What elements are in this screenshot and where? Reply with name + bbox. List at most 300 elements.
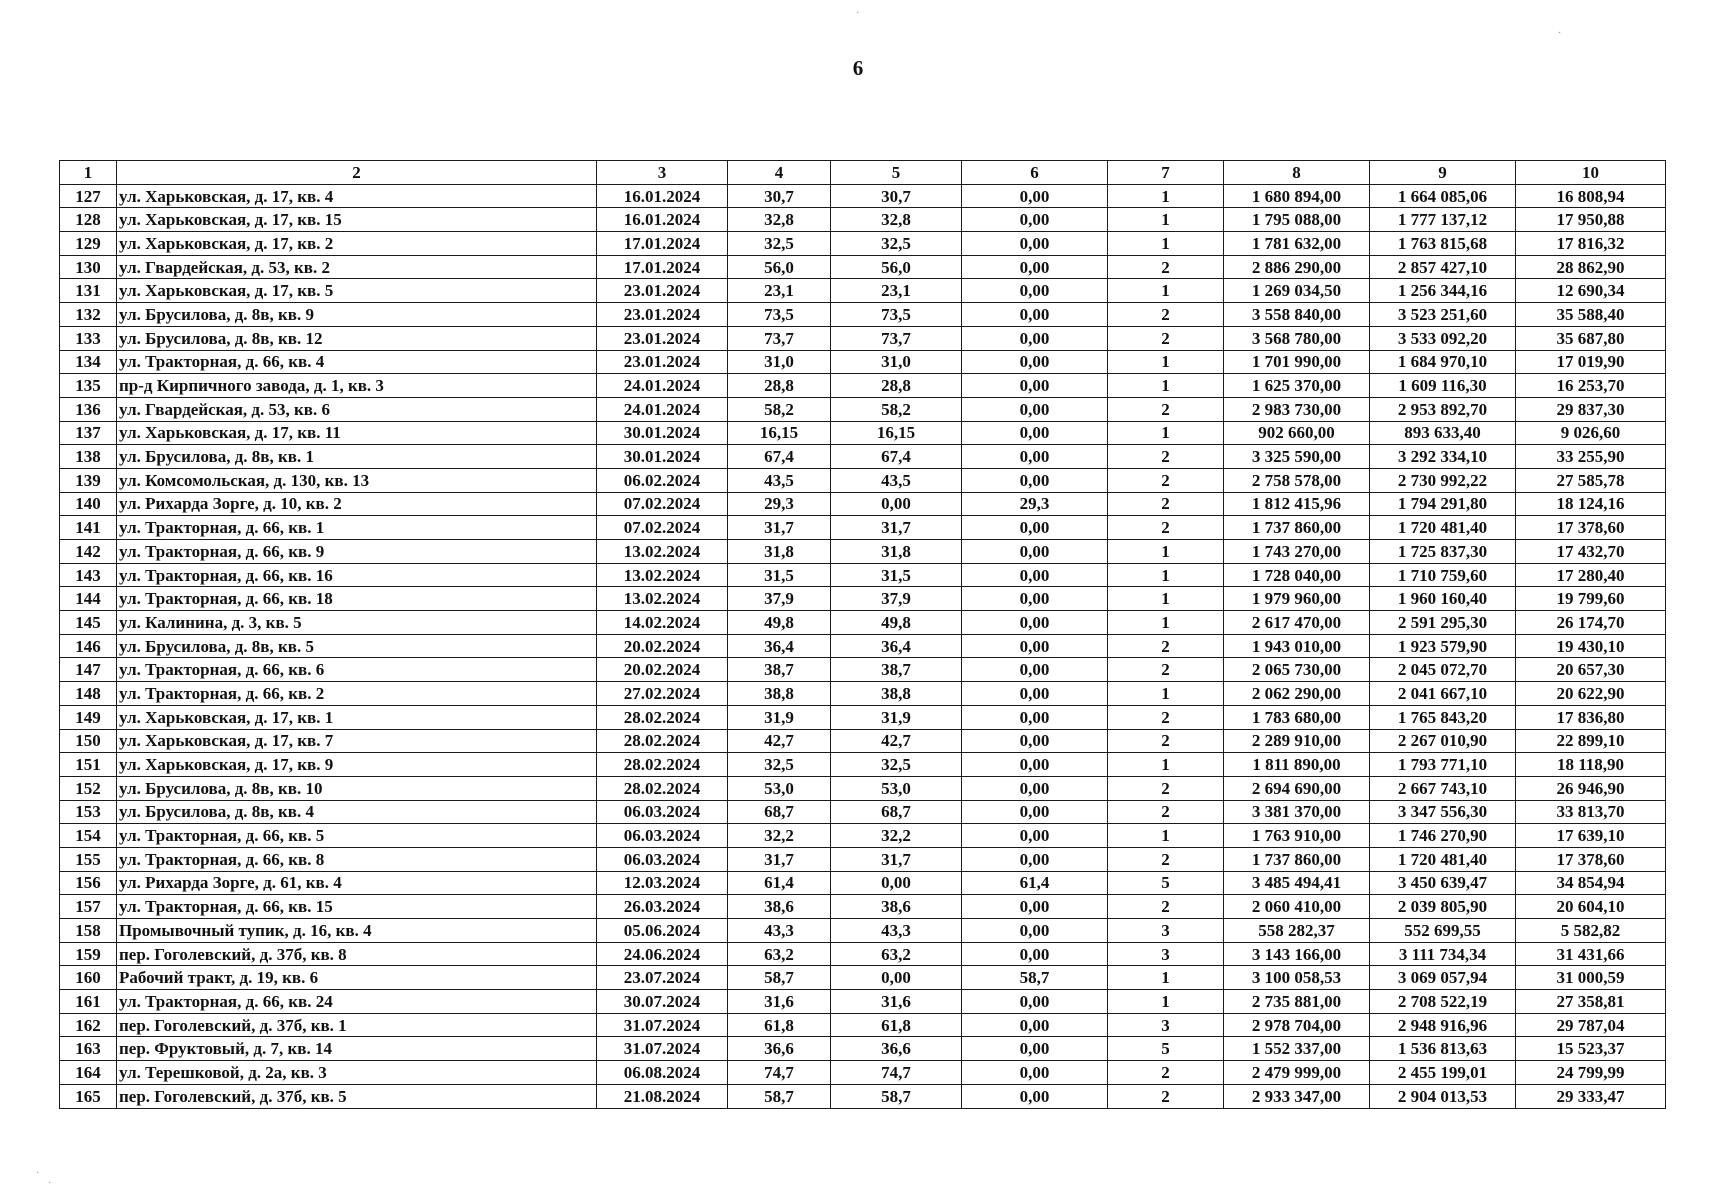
rooms-cell: 2	[1108, 492, 1224, 516]
total-area-cell: 32,5	[728, 232, 831, 256]
area-col-6-cell: 0,00	[962, 919, 1108, 943]
amount-col-10-cell: 16 253,70	[1516, 374, 1666, 398]
area-col-6-cell: 0,00	[962, 682, 1108, 706]
amount-col-10-cell: 35 687,80	[1516, 326, 1666, 350]
address-cell: пер. Фруктовый, д. 7, кв. 14	[117, 1037, 597, 1061]
row-number-cell: 129	[60, 232, 117, 256]
amount-col-9-cell: 1 725 837,30	[1370, 540, 1516, 564]
amount-col-10-cell: 28 862,90	[1516, 255, 1666, 279]
area-col-5-cell: 31,7	[831, 516, 962, 540]
area-col-6-cell: 0,00	[962, 1061, 1108, 1085]
area-col-5-cell: 31,7	[831, 847, 962, 871]
table-row	[60, 611, 1666, 635]
date-cell: 12.03.2024	[597, 871, 728, 895]
amount-col-8-cell: 1 783 680,00	[1224, 705, 1370, 729]
total-area-cell: 53,0	[728, 776, 831, 800]
total-area-cell: 31,6	[728, 990, 831, 1014]
amount-col-8-cell: 3 568 780,00	[1224, 326, 1370, 350]
table-row	[60, 468, 1666, 492]
amount-col-8-cell: 3 381 370,00	[1224, 800, 1370, 824]
amount-col-9-cell: 3 069 057,94	[1370, 966, 1516, 990]
total-area-cell: 73,7	[728, 326, 831, 350]
row-number-cell: 136	[60, 397, 117, 421]
total-area-cell: 31,7	[728, 847, 831, 871]
address-cell: ул. Тракторная, д. 66, кв. 15	[117, 895, 597, 919]
amount-col-8-cell: 1 728 040,00	[1224, 563, 1370, 587]
date-cell: 23.01.2024	[597, 326, 728, 350]
amount-col-8-cell: 1 737 860,00	[1224, 516, 1370, 540]
amount-col-10-cell: 26 946,90	[1516, 776, 1666, 800]
address-cell: ул. Тракторная, д. 66, кв. 18	[117, 587, 597, 611]
address-cell: ул. Харьковская, д. 17, кв. 15	[117, 208, 597, 232]
area-col-6-cell: 0,00	[962, 800, 1108, 824]
area-col-5-cell: 36,4	[831, 634, 962, 658]
area-col-6-cell: 0,00	[962, 326, 1108, 350]
area-col-6-cell: 0,00	[962, 279, 1108, 303]
amount-col-10-cell: 33 255,90	[1516, 445, 1666, 469]
page-number: 6	[852, 56, 864, 80]
table-row	[60, 516, 1666, 540]
area-col-5-cell: 0,00	[831, 966, 962, 990]
amount-col-10-cell: 17 019,90	[1516, 350, 1666, 374]
table-row	[60, 682, 1666, 706]
amount-col-9-cell: 2 455 199,01	[1370, 1061, 1516, 1085]
area-col-6-cell: 0,00	[962, 255, 1108, 279]
rooms-cell: 2	[1108, 847, 1224, 871]
row-number-cell: 145	[60, 611, 117, 635]
rooms-cell: 2	[1108, 658, 1224, 682]
table-row	[60, 847, 1666, 871]
col-header-10: 10	[1516, 161, 1666, 185]
amount-col-8-cell: 3 558 840,00	[1224, 303, 1370, 327]
amount-col-10-cell: 18 124,16	[1516, 492, 1666, 516]
amount-col-10-cell: 17 378,60	[1516, 516, 1666, 540]
row-number-cell: 133	[60, 326, 117, 350]
col-header-7: 7	[1108, 161, 1224, 185]
date-cell: 28.02.2024	[597, 776, 728, 800]
amount-col-8-cell: 1 979 960,00	[1224, 587, 1370, 611]
area-col-6-cell: 0,00	[962, 208, 1108, 232]
table-row	[60, 658, 1666, 682]
address-cell: ул. Тракторная, д. 66, кв. 9	[117, 540, 597, 564]
total-area-cell: 58,7	[728, 966, 831, 990]
table-row	[60, 919, 1666, 943]
table-row	[60, 895, 1666, 919]
area-col-5-cell: 68,7	[831, 800, 962, 824]
table-row	[60, 279, 1666, 303]
amount-col-8-cell: 1 743 270,00	[1224, 540, 1370, 564]
area-col-5-cell: 67,4	[831, 445, 962, 469]
amount-col-8-cell: 1 812 415,96	[1224, 492, 1370, 516]
amount-col-10-cell: 20 657,30	[1516, 658, 1666, 682]
date-cell: 31.07.2024	[597, 1013, 728, 1037]
date-cell: 28.02.2024	[597, 753, 728, 777]
address-cell: ул. Тракторная, д. 66, кв. 16	[117, 563, 597, 587]
amount-col-9-cell: 3 523 251,60	[1370, 303, 1516, 327]
total-area-cell: 31,8	[728, 540, 831, 564]
date-cell: 06.08.2024	[597, 1061, 728, 1085]
row-number-cell: 155	[60, 847, 117, 871]
amount-col-10-cell: 24 799,99	[1516, 1061, 1666, 1085]
amount-col-10-cell: 22 899,10	[1516, 729, 1666, 753]
table-row	[60, 540, 1666, 564]
date-cell: 28.02.2024	[597, 705, 728, 729]
col-header-1: 1	[60, 161, 117, 185]
total-area-cell: 61,4	[728, 871, 831, 895]
address-cell: ул. Тракторная, д. 66, кв. 8	[117, 847, 597, 871]
address-cell: ул. Брусилова, д. 8в, кв. 1	[117, 445, 597, 469]
row-number-cell: 138	[60, 445, 117, 469]
area-col-5-cell: 53,0	[831, 776, 962, 800]
area-col-6-cell: 58,7	[962, 966, 1108, 990]
row-number-cell: 163	[60, 1037, 117, 1061]
row-number-cell: 148	[60, 682, 117, 706]
area-col-6-cell: 0,00	[962, 232, 1108, 256]
address-cell: ул. Харьковская, д. 17, кв. 4	[117, 184, 597, 208]
rooms-cell: 5	[1108, 1037, 1224, 1061]
address-cell: ул. Тракторная, д. 66, кв. 4	[117, 350, 597, 374]
area-col-6-cell: 61,4	[962, 871, 1108, 895]
amount-col-9-cell: 3 111 734,34	[1370, 942, 1516, 966]
amount-col-8-cell: 2 065 730,00	[1224, 658, 1370, 682]
area-col-5-cell: 28,8	[831, 374, 962, 398]
address-cell: ул. Тракторная, д. 66, кв. 1	[117, 516, 597, 540]
col-header-9: 9	[1370, 161, 1516, 185]
date-cell: 23.01.2024	[597, 350, 728, 374]
amount-col-9-cell: 3 347 556,30	[1370, 800, 1516, 824]
table-row	[60, 1037, 1666, 1061]
row-number-cell: 162	[60, 1013, 117, 1037]
amount-col-10-cell: 33 813,70	[1516, 800, 1666, 824]
area-col-5-cell: 63,2	[831, 942, 962, 966]
area-col-5-cell: 16,15	[831, 421, 962, 445]
rooms-cell: 1	[1108, 421, 1224, 445]
area-col-6-cell: 0,00	[962, 776, 1108, 800]
area-col-6-cell: 0,00	[962, 895, 1108, 919]
address-cell: Промывочный тупик, д. 16, кв. 4	[117, 919, 597, 943]
rooms-cell: 2	[1108, 255, 1224, 279]
area-col-5-cell: 38,8	[831, 682, 962, 706]
total-area-cell: 36,4	[728, 634, 831, 658]
address-cell: ул. Рихарда Зорге, д. 10, кв. 2	[117, 492, 597, 516]
amount-col-9-cell: 2 041 667,10	[1370, 682, 1516, 706]
col-header-8: 8	[1224, 161, 1370, 185]
amount-col-9-cell: 1 765 843,20	[1370, 705, 1516, 729]
amount-col-9-cell: 2 953 892,70	[1370, 397, 1516, 421]
date-cell: 24.06.2024	[597, 942, 728, 966]
amount-col-9-cell: 1 777 137,12	[1370, 208, 1516, 232]
date-cell: 23.01.2024	[597, 279, 728, 303]
amount-col-10-cell: 16 808,94	[1516, 184, 1666, 208]
amount-col-8-cell: 2 758 578,00	[1224, 468, 1370, 492]
total-area-cell: 43,3	[728, 919, 831, 943]
address-cell: ул. Харьковская, д. 17, кв. 2	[117, 232, 597, 256]
date-cell: 31.07.2024	[597, 1037, 728, 1061]
total-area-cell: 23,1	[728, 279, 831, 303]
amount-col-9-cell: 3 450 639,47	[1370, 871, 1516, 895]
amount-col-10-cell: 17 378,60	[1516, 847, 1666, 871]
date-cell: 07.02.2024	[597, 516, 728, 540]
amount-col-10-cell: 19 799,60	[1516, 587, 1666, 611]
table-row	[60, 824, 1666, 848]
date-cell: 16.01.2024	[597, 208, 728, 232]
area-col-5-cell: 36,6	[831, 1037, 962, 1061]
area-col-5-cell: 49,8	[831, 611, 962, 635]
rooms-cell: 5	[1108, 871, 1224, 895]
area-col-6-cell: 0,00	[962, 942, 1108, 966]
total-area-cell: 32,2	[728, 824, 831, 848]
table-row	[60, 208, 1666, 232]
amount-col-10-cell: 20 604,10	[1516, 895, 1666, 919]
date-cell: 23.01.2024	[597, 303, 728, 327]
date-cell: 23.07.2024	[597, 966, 728, 990]
row-number-cell: 165	[60, 1084, 117, 1108]
amount-col-10-cell: 15 523,37	[1516, 1037, 1666, 1061]
amount-col-8-cell: 2 933 347,00	[1224, 1084, 1370, 1108]
row-number-cell: 140	[60, 492, 117, 516]
date-cell: 06.03.2024	[597, 847, 728, 871]
row-number-cell: 159	[60, 942, 117, 966]
area-col-5-cell: 31,9	[831, 705, 962, 729]
amount-col-8-cell: 3 143 166,00	[1224, 942, 1370, 966]
rooms-cell: 1	[1108, 753, 1224, 777]
address-cell: ул. Тракторная, д. 66, кв. 5	[117, 824, 597, 848]
amount-col-9-cell: 2 948 916,96	[1370, 1013, 1516, 1037]
date-cell: 27.02.2024	[597, 682, 728, 706]
header-row	[60, 161, 1666, 185]
area-col-6-cell: 0,00	[962, 563, 1108, 587]
row-number-cell: 127	[60, 184, 117, 208]
area-col-6-cell: 0,00	[962, 350, 1108, 374]
registry-body	[60, 184, 1666, 1108]
amount-col-10-cell: 17 639,10	[1516, 824, 1666, 848]
total-area-cell: 74,7	[728, 1061, 831, 1085]
rooms-cell: 1	[1108, 350, 1224, 374]
total-area-cell: 31,7	[728, 516, 831, 540]
total-area-cell: 67,4	[728, 445, 831, 469]
date-cell: 24.01.2024	[597, 374, 728, 398]
area-col-6-cell: 0,00	[962, 847, 1108, 871]
table-row	[60, 350, 1666, 374]
address-cell: ул. Тракторная, д. 66, кв. 2	[117, 682, 597, 706]
area-col-6-cell: 0,00	[962, 1037, 1108, 1061]
address-cell: ул. Брусилова, д. 8в, кв. 4	[117, 800, 597, 824]
amount-col-9-cell: 2 730 992,22	[1370, 468, 1516, 492]
table-row	[60, 563, 1666, 587]
address-cell: ул. Брусилова, д. 8в, кв. 9	[117, 303, 597, 327]
amount-col-10-cell: 31 000,59	[1516, 966, 1666, 990]
table-row	[60, 397, 1666, 421]
amount-col-8-cell: 2 978 704,00	[1224, 1013, 1370, 1037]
area-col-6-cell: 0,00	[962, 658, 1108, 682]
date-cell: 20.02.2024	[597, 658, 728, 682]
table-row	[60, 990, 1666, 1014]
rooms-cell: 1	[1108, 563, 1224, 587]
amount-col-10-cell: 19 430,10	[1516, 634, 1666, 658]
area-col-6-cell: 0,00	[962, 824, 1108, 848]
amount-col-8-cell: 1 763 910,00	[1224, 824, 1370, 848]
total-area-cell: 38,8	[728, 682, 831, 706]
date-cell: 16.01.2024	[597, 184, 728, 208]
table-row	[60, 634, 1666, 658]
table-row	[60, 966, 1666, 990]
address-cell: ул. Харьковская, д. 17, кв. 11	[117, 421, 597, 445]
amount-col-10-cell: 17 280,40	[1516, 563, 1666, 587]
amount-col-8-cell: 2 479 999,00	[1224, 1061, 1370, 1085]
registry-table	[59, 160, 1666, 1109]
address-cell: ул. Брусилова, д. 8в, кв. 5	[117, 634, 597, 658]
row-number-cell: 130	[60, 255, 117, 279]
row-number-cell: 144	[60, 587, 117, 611]
row-number-cell: 143	[60, 563, 117, 587]
col-header-5: 5	[831, 161, 962, 185]
amount-col-9-cell: 2 708 522,19	[1370, 990, 1516, 1014]
date-cell: 28.02.2024	[597, 729, 728, 753]
area-col-5-cell: 73,7	[831, 326, 962, 350]
date-cell: 13.02.2024	[597, 587, 728, 611]
rooms-cell: 2	[1108, 729, 1224, 753]
address-cell: пер. Гоголевский, д. 37б, кв. 1	[117, 1013, 597, 1037]
amount-col-8-cell: 2 617 470,00	[1224, 611, 1370, 635]
area-col-5-cell: 32,5	[831, 753, 962, 777]
area-col-5-cell: 32,8	[831, 208, 962, 232]
area-col-5-cell: 38,6	[831, 895, 962, 919]
amount-col-8-cell: 1 269 034,50	[1224, 279, 1370, 303]
total-area-cell: 16,15	[728, 421, 831, 445]
area-col-6-cell: 0,00	[962, 587, 1108, 611]
table-row	[60, 753, 1666, 777]
amount-col-10-cell: 27 585,78	[1516, 468, 1666, 492]
amount-col-9-cell: 3 292 334,10	[1370, 445, 1516, 469]
row-number-cell: 139	[60, 468, 117, 492]
area-col-5-cell: 73,5	[831, 303, 962, 327]
row-number-cell: 135	[60, 374, 117, 398]
date-cell: 17.01.2024	[597, 255, 728, 279]
amount-col-10-cell: 17 950,88	[1516, 208, 1666, 232]
date-cell: 20.02.2024	[597, 634, 728, 658]
amount-col-8-cell: 1 795 088,00	[1224, 208, 1370, 232]
total-area-cell: 31,9	[728, 705, 831, 729]
rooms-cell: 1	[1108, 990, 1224, 1014]
row-number-cell: 131	[60, 279, 117, 303]
amount-col-9-cell: 1 746 270,90	[1370, 824, 1516, 848]
amount-col-9-cell: 1 664 085,06	[1370, 184, 1516, 208]
amount-col-10-cell: 18 118,90	[1516, 753, 1666, 777]
amount-col-9-cell: 2 267 010,90	[1370, 729, 1516, 753]
row-number-cell: 164	[60, 1061, 117, 1085]
row-number-cell: 147	[60, 658, 117, 682]
rooms-cell: 2	[1108, 397, 1224, 421]
area-col-5-cell: 58,2	[831, 397, 962, 421]
amount-col-8-cell: 1 737 860,00	[1224, 847, 1370, 871]
amount-col-10-cell: 29 333,47	[1516, 1084, 1666, 1108]
amount-col-10-cell: 35 588,40	[1516, 303, 1666, 327]
row-number-cell: 128	[60, 208, 117, 232]
amount-col-9-cell: 1 763 815,68	[1370, 232, 1516, 256]
area-col-6-cell: 0,00	[962, 184, 1108, 208]
area-col-5-cell: 38,7	[831, 658, 962, 682]
table-row	[60, 1061, 1666, 1085]
amount-col-10-cell: 17 816,32	[1516, 232, 1666, 256]
area-col-6-cell: 0,00	[962, 468, 1108, 492]
area-col-5-cell: 0,00	[831, 871, 962, 895]
rooms-cell: 1	[1108, 682, 1224, 706]
date-cell: 06.03.2024	[597, 824, 728, 848]
amount-col-9-cell: 552 699,55	[1370, 919, 1516, 943]
address-cell: ул. Брусилова, д. 8в, кв. 12	[117, 326, 597, 350]
date-cell: 05.06.2024	[597, 919, 728, 943]
rooms-cell: 1	[1108, 279, 1224, 303]
amount-col-8-cell: 3 325 590,00	[1224, 445, 1370, 469]
amount-col-10-cell: 17 836,80	[1516, 705, 1666, 729]
rooms-cell: 2	[1108, 303, 1224, 327]
total-area-cell: 56,0	[728, 255, 831, 279]
address-cell: ул. Харьковская, д. 17, кв. 5	[117, 279, 597, 303]
amount-col-9-cell: 1 710 759,60	[1370, 563, 1516, 587]
area-col-6-cell: 0,00	[962, 634, 1108, 658]
table-row	[60, 800, 1666, 824]
total-area-cell: 73,5	[728, 303, 831, 327]
amount-col-8-cell: 1 625 370,00	[1224, 374, 1370, 398]
row-number-cell: 152	[60, 776, 117, 800]
total-area-cell: 49,8	[728, 611, 831, 635]
area-col-5-cell: 31,8	[831, 540, 962, 564]
rooms-cell: 3	[1108, 1013, 1224, 1037]
area-col-5-cell: 23,1	[831, 279, 962, 303]
rooms-cell: 2	[1108, 468, 1224, 492]
address-cell: Рабочий тракт, д. 19, кв. 6	[117, 966, 597, 990]
rooms-cell: 2	[1108, 634, 1224, 658]
total-area-cell: 61,8	[728, 1013, 831, 1037]
amount-col-9-cell: 2 591 295,30	[1370, 611, 1516, 635]
amount-col-10-cell: 20 622,90	[1516, 682, 1666, 706]
col-header-6: 6	[962, 161, 1108, 185]
amount-col-9-cell: 1 720 481,40	[1370, 847, 1516, 871]
area-col-5-cell: 0,00	[831, 492, 962, 516]
total-area-cell: 31,0	[728, 350, 831, 374]
total-area-cell: 28,8	[728, 374, 831, 398]
total-area-cell: 58,7	[728, 1084, 831, 1108]
row-number-cell: 134	[60, 350, 117, 374]
amount-col-10-cell: 27 358,81	[1516, 990, 1666, 1014]
scan-speck: ·	[36, 1168, 40, 1179]
amount-col-8-cell: 1 680 894,00	[1224, 184, 1370, 208]
area-col-6-cell: 0,00	[962, 516, 1108, 540]
total-area-cell: 42,7	[728, 729, 831, 753]
total-area-cell: 38,6	[728, 895, 831, 919]
date-cell: 30.01.2024	[597, 445, 728, 469]
amount-col-8-cell: 1 701 990,00	[1224, 350, 1370, 374]
area-col-5-cell: 58,7	[831, 1084, 962, 1108]
amount-col-8-cell: 1 943 010,00	[1224, 634, 1370, 658]
amount-col-9-cell: 2 039 805,90	[1370, 895, 1516, 919]
rooms-cell: 3	[1108, 942, 1224, 966]
area-col-5-cell: 31,5	[831, 563, 962, 587]
address-cell: пер. Гоголевский, д. 37б, кв. 5	[117, 1084, 597, 1108]
address-cell: пер. Гоголевский, д. 37б, кв. 8	[117, 942, 597, 966]
table-row	[60, 326, 1666, 350]
date-cell: 17.01.2024	[597, 232, 728, 256]
table-row	[60, 492, 1666, 516]
rooms-cell: 2	[1108, 895, 1224, 919]
amount-col-9-cell: 2 045 072,70	[1370, 658, 1516, 682]
table-row	[60, 421, 1666, 445]
row-number-cell: 141	[60, 516, 117, 540]
rooms-cell: 1	[1108, 611, 1224, 635]
amount-col-9-cell: 893 633,40	[1370, 421, 1516, 445]
area-col-5-cell: 31,6	[831, 990, 962, 1014]
area-col-6-cell: 0,00	[962, 705, 1108, 729]
